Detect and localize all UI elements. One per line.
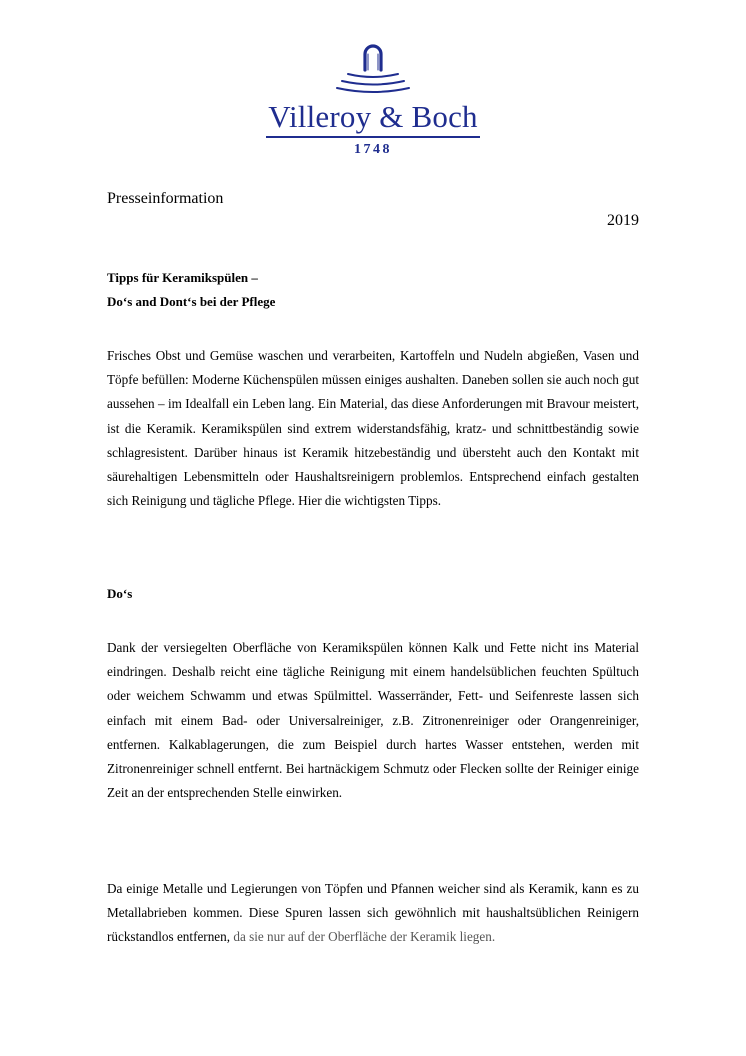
brand-year: 1748: [354, 142, 392, 157]
document-type: Presseinformation: [107, 190, 224, 207]
dos-paragraph-2: [107, 877, 639, 950]
document-year: 2019: [607, 212, 639, 229]
dos-paragraph-2-main: Da einige Metalle und Legierungen von Töpfen und Pfannen weicher sind als Keramik, kann es zu Metallabrieben kommen. Diese Spuren lassen sich gewöhnlich mit haushaltsüblichen Reinigern rückstandlos entfernen,: [107, 881, 639, 945]
headline-line-2: Do‘s and Dont‘s bei der Pflege: [107, 294, 276, 309]
brand-wordmark: Villeroy & Boch: [268, 99, 478, 134]
brand-underline: [266, 136, 480, 138]
headline-line-1: Tipps für Keramikspülen –: [107, 270, 258, 285]
brand-logo: [262, 40, 484, 165]
dos-heading: Do‘s: [107, 586, 133, 601]
headline: [107, 266, 647, 314]
intro-paragraph: Frisches Obst und Gemüse waschen und verarbeiten, Kartoffeln und Nudeln abgießen, Vasen und Töpfe befüllen: Moderne Küchenspülen müssen einiges aushalten. Daneben sollen sie auch noch gut aussehen – im Idealfall ein Leben lang. Ein Material, das diese Anforderungen mit Bravour meistert, ist die Keramik. Keramikspülen sind extrem widerstandsfähig, kratz- und schnittbeständig sowie schlagresistent. Darüber hinaus ist Keramik hitzebeständig und übersteht auch den Kontakt mit säurehaltigen Lebensmitteln oder Haushaltsreinigern problemlos. Entsprechend einfach gestalten sich Reinigung und tägliche Pflege. Hier die wichtigsten Tipps.: [107, 348, 639, 509]
dos-paragraph-1: Dank der versiegelten Oberfläche von Keramikspülen können Kalk und Fette nicht ins Material eindringen. Deshalb reicht eine tägliche Reinigung mit einem handelsüblichen feuchten Spültuch oder weichem Schwamm und etwas Spülmittel. Wasserränder, Fett- und Seifenreste lassen sich einfach mit einem Bad- oder Universalreiniger, z.B. Zitronenreiniger oder Orangenreiniger, entfernen. Kalkablagerungen, die zum Beispiel durch hartes Wasser entstehen, werden mit Zitronenreiniger schnell entfernt. Bei hartnäckigem Schmutz oder Flecken sollte der Reiniger einige Zeit an der entsprechenden Stelle einwirken.: [107, 640, 639, 801]
fountain-arch-icon: [334, 40, 412, 96]
dos-paragraph-2-tail: da sie nur auf der Oberfläche der Keramik liegen.: [230, 929, 496, 945]
